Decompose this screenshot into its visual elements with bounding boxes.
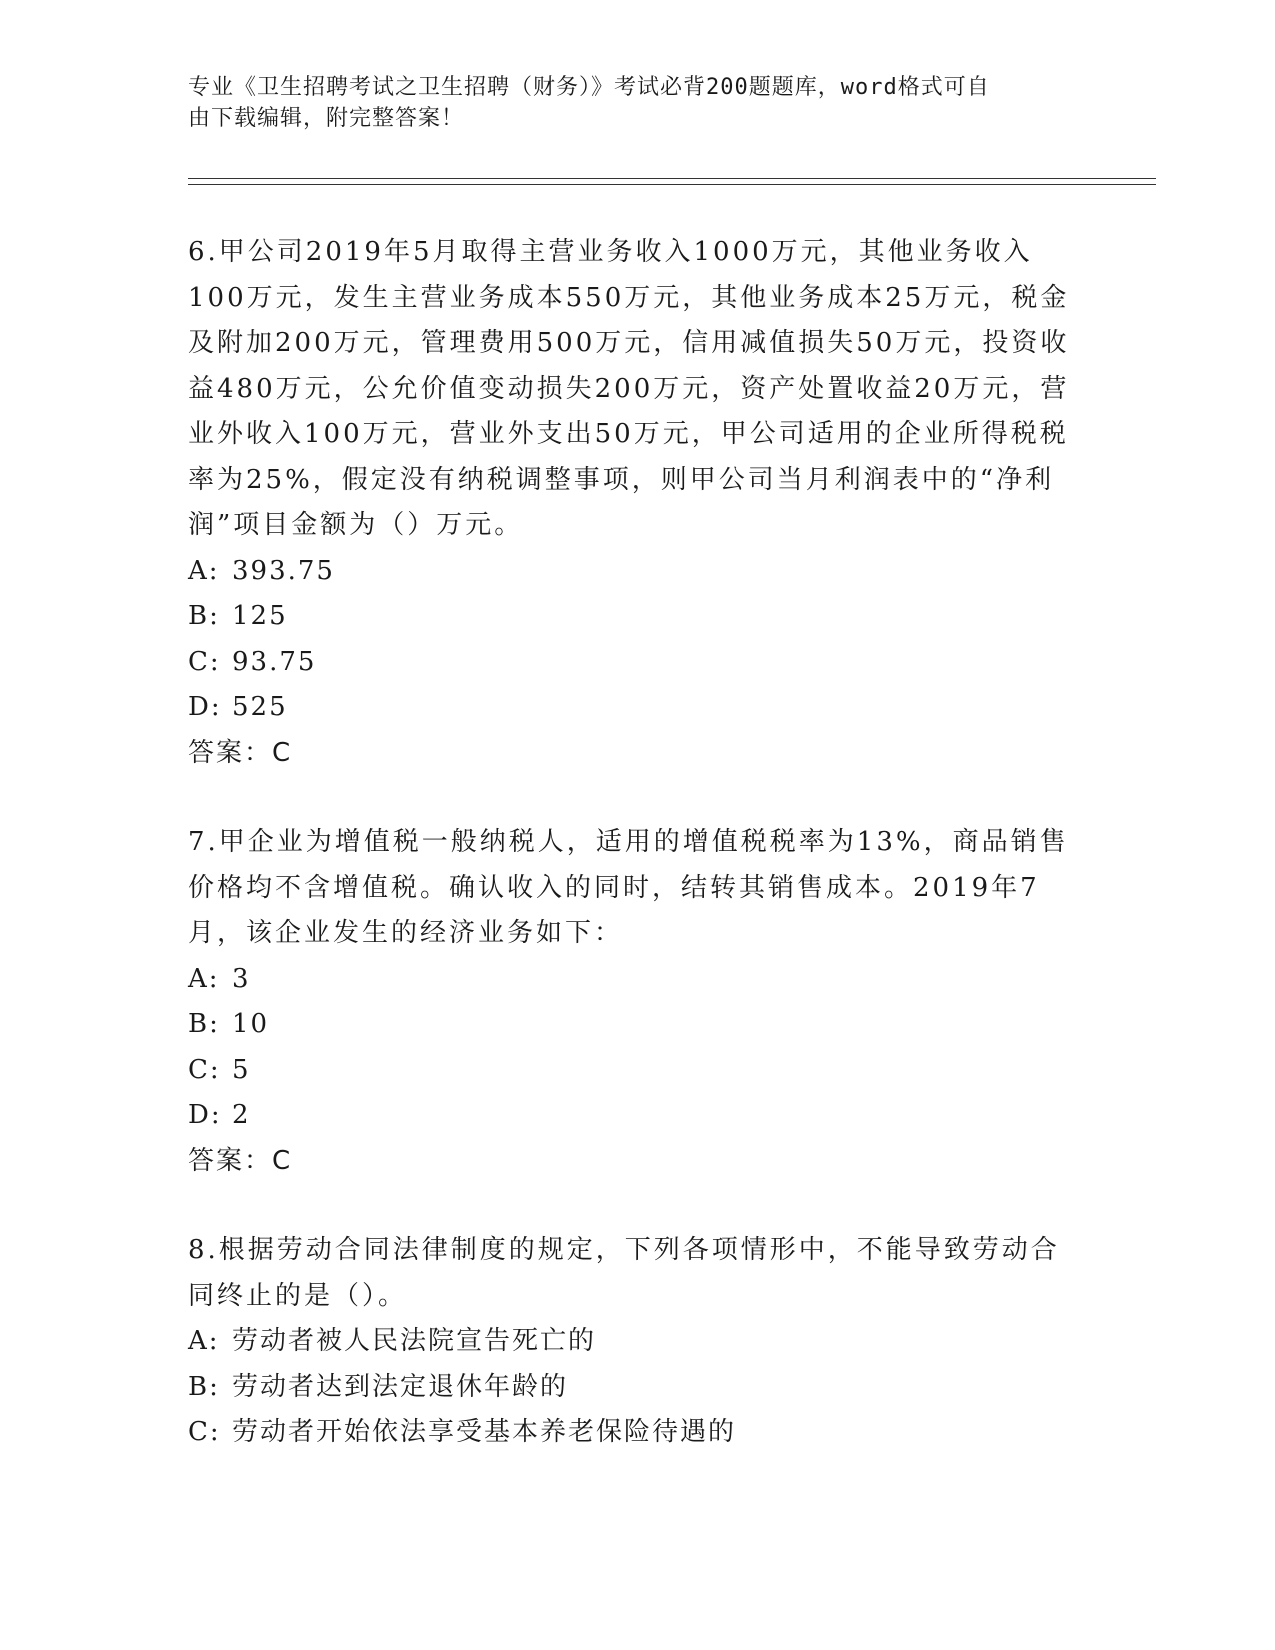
option-c bbox=[188, 1048, 1088, 1094]
option-value: 劳动者开始依法享受基本养老保险待遇的 bbox=[232, 1417, 737, 1447]
header-divider-bottom bbox=[188, 184, 1156, 185]
option-c bbox=[188, 640, 1088, 686]
option-key: C: bbox=[188, 1417, 221, 1447]
document-header bbox=[188, 72, 1068, 134]
option-b bbox=[188, 1002, 1088, 1048]
question-text: 7.甲企业为增值税一般纳税人，适用的增值税税率为13%，商品销售价格均不含增值税。确认收入的同时，结转其销售成本。2019年7月，该企业发生的经济业务如下： bbox=[188, 827, 1069, 948]
question-list bbox=[188, 230, 1088, 1500]
option-value: 3 bbox=[232, 963, 251, 994]
option-b bbox=[188, 1365, 1088, 1411]
option-a bbox=[188, 1319, 1088, 1365]
option-value: 93.75 bbox=[232, 646, 317, 677]
option-value: 10 bbox=[232, 1009, 270, 1039]
question-text: 6.甲公司2019年5月取得主营业务收入1000万元，其他业务收入100万元，发生主营业务成本550万元，其他业务成本25万元，税金及附加200万元，管理费用500万元，信用减值损失50万元，投资收益480万元，公允价值变动损失200万元，资产处置收益20万元，营业外收入100万元，营业外支出50万元，甲公司适用的企业所得税税率为25%，假定没有纳税调整事项，则甲公司当月利润表中的“净利润”项目金额为（）万元。 bbox=[188, 237, 1070, 540]
option-key: C: bbox=[188, 1054, 221, 1085]
option-value: 125 bbox=[232, 601, 288, 631]
option-a bbox=[188, 957, 1088, 1003]
option-value: 5 bbox=[232, 1054, 251, 1085]
question-8 bbox=[188, 1228, 1088, 1456]
answer: 答案：C bbox=[188, 737, 293, 768]
question-text: 8.根据劳动合同法律制度的规定，下列各项情形中，不能导致劳动合同终止的是（）。 bbox=[188, 1235, 1060, 1311]
option-value: 劳动者被人民法院宣告死亡的 bbox=[232, 1326, 597, 1356]
option-d bbox=[188, 685, 1088, 731]
option-value: 2 bbox=[232, 1100, 251, 1130]
option-key: C: bbox=[188, 646, 221, 677]
question-7 bbox=[188, 820, 1088, 1184]
option-key: B: bbox=[188, 1009, 220, 1039]
option-key: B: bbox=[188, 1371, 220, 1402]
option-d bbox=[188, 1093, 1088, 1139]
option-c bbox=[188, 1410, 1088, 1456]
option-value: 393.75 bbox=[232, 555, 335, 586]
option-key: A: bbox=[188, 555, 220, 586]
question-6 bbox=[188, 230, 1088, 776]
option-key: D: bbox=[188, 692, 222, 722]
header-divider-top bbox=[188, 178, 1156, 179]
option-value: 劳动者达到法定退休年龄的 bbox=[232, 1371, 569, 1402]
answer: 答案：C bbox=[188, 1145, 293, 1176]
option-b bbox=[188, 594, 1088, 640]
option-a bbox=[188, 549, 1088, 595]
option-key: A: bbox=[188, 1326, 220, 1356]
option-key: A: bbox=[188, 963, 220, 994]
header-line-1: 专业《卫生招聘考试之卫生招聘（财务）》考试必背200题题库，word格式可自 bbox=[188, 75, 990, 100]
option-key: B: bbox=[188, 601, 220, 631]
option-key: D: bbox=[188, 1100, 222, 1130]
header-line-2: 由下载编辑，附完整答案！ bbox=[188, 106, 465, 131]
option-value: 525 bbox=[232, 692, 288, 722]
